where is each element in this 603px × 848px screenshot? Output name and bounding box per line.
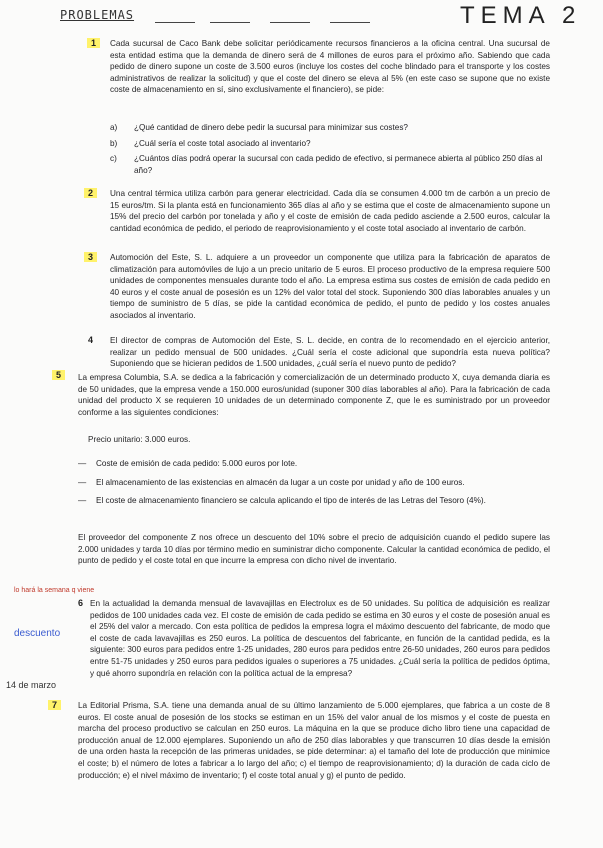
problem-1-text: Cada sucursal de Caco Bank debe solicitar periódicamente recursos financieros a la oficina central. Una sucursal de esta entidad estima que la demanda de dinero será de 4 millones de euros para el próximo año. Sabiendo que cada pedido de dinero supone un coste de 3.500 euros (incluye los costes del coche blindado para el transporte y los costes administrativos de realizar la solicitud) y que el coste del dinero se eleva al 5% (en este caso se supone que no existe coste de almacenamiento en sí, sino exclusivamente el financiero), se pide: — [110, 39, 550, 95]
subquestion-text: ¿Cuántos días podrá operar la sucursal con cada pedido de efectivo, si permanece abierta al público 250 días al año? — [134, 154, 543, 175]
handwritten-note: descuento — [14, 628, 61, 639]
subquestion — [110, 122, 550, 134]
problem-5-unit-price: Precio unitario: 3.000 euros. — [88, 435, 191, 444]
problem-6-text: En la actualidad la demanda mensual de lavavajillas en Electrolux es de 50 unidades. Su política de adquisición es realizar pedidos de 100 unidades cada vez. El coste de emisión de cada pedido se estima en 30 euros y el coste de posesión anual es el 25% del valor a mercado. Con esta política de pedidos la empresa logra el máximo descuento del fabricante, de modo que el coste de cada lavavajillas es 250 euros. La política de descuentos del fabricante, en función de la cantidad pedida, es la siguiente: 300 euros para pedidos entre 1-25 unidades, 280 euros para pedidos entre 26-50 unidades, 260 euros para pedidos entre 51-75 unidades y 250 euros para pedidos iguales o superiores a 75 unidades. ¿Cuál sería la política de pedidos óptima, y qué ahorro supondría en relación con la política actual de la empresa? — [90, 599, 550, 678]
problem-number: 1 — [87, 38, 100, 48]
bullet-text: El coste de almacenamiento financiero se calcula aplicando el tipo de interés de las Letras del Tesoro (4%). — [96, 496, 486, 506]
page-header — [60, 4, 600, 32]
problem-number: 5 — [52, 370, 65, 380]
problem-7-text: La Editorial Prisma, S.A. tiene una demanda anual de su último lanzamiento de 5.000 ejemplares, que fabrica a un coste de 8 euros. El coste anual de posesión de los stocks se estiman en un 15% del valor anual de los mismos y el coste de puesta en marcha del proceso productivo se calculan en 250 euros. La máquina en la que se produce dicho libro tiene una capacidad de producción anual de 12.000 ejemplares. Suponiendo un año de 250 días laborables y que transcurren 10 días desde la emisión de una orden hasta la recepción de las primeras unidades, se pide determinar: a) el tamaño del lote de producción que minimice el coste; b) el número de lotes a fabricar a lo largo del año; c) el tiempo de reaprovisionamiento; d) la duración de cada ciclo de producción; e) el nivel máximo de inventario; f) el coste total anual y g) el punto de pedido. — [78, 701, 550, 780]
problem-1-subquestions — [110, 122, 550, 180]
subquestion-text: ¿Qué cantidad de dinero debe pedir la sucursal para minimizar sus costes? — [134, 123, 408, 132]
problem-2-text: Una central térmica utiliza carbón para generar electricidad. Cada día se consumen 4.000 tm de carbón a un precio de 15 euros/tm. Si la planta está en funcionamiento 365 días al año y se estima que el coste de almacenamiento supone un 15% del precio del carbón por tonelada y año y el coste de emisión de cada pedido asciende a 2.500 euros, calcular la cantidad económica de pedido, el periodo de reaprovisionamiento y el coste total asociado al inventario de carbón. — [110, 189, 550, 233]
problem-number: 4 — [88, 335, 94, 345]
header-label: PROBLEMAS — [60, 8, 135, 22]
subquestion — [110, 153, 550, 176]
header-blank — [330, 22, 370, 23]
bullet-text: Coste de emisión de cada pedido: 5.000 euros por lote. — [96, 459, 298, 468]
problem-number: 3 — [84, 252, 97, 262]
problem-5-bullets — [78, 458, 548, 514]
header-blank — [155, 22, 195, 23]
problem-5-text: La empresa Columbia, S.A. se dedica a la fabricación y comercialización de un determinado producto X, cuya demanda diaria es de 50 unidades, que la empresa vende a 150.000 euros/unidad (suponer 300 días laborables al año). Para la fabricación de cada unidad del producto X se requieren 10 unidades de un determinado componente Z, que le es suministrado por un proveedor conforme a las siguientes condiciones: — [78, 373, 550, 417]
subquestion-key: a) — [110, 123, 118, 132]
header-blank — [270, 22, 310, 23]
problem-number: 7 — [48, 700, 61, 710]
bullet-item: — El almacenamiento de las existencias en almacén da lugar a un coste por unidad y año de 100 euros. — [78, 477, 465, 487]
bullet-item: — El coste de almacenamiento financiero se calcula aplicando el tipo de interés de las Letras del Tesoro (4%). — [78, 496, 486, 506]
problem-number: 6 — [78, 598, 84, 608]
bullet-text: El almacenamiento de las existencias en almacén da lugar a un coste por unidad y año de 100 euros. — [96, 477, 465, 487]
header-blank — [210, 22, 250, 23]
subquestion-key: c) — [110, 154, 117, 164]
handwritten-date: 14 de marzo — [6, 680, 57, 690]
subquestion — [110, 138, 550, 150]
subquestion-key: b) — [110, 138, 118, 148]
problem-4-text: El director de compras de Automoción del Este, S. L. decide, en contra de lo recomendado en el ejercicio anterior, realizar un pedido mensual de 500 unidades. ¿Cuál sería el coste adicional que supondría esta nueva política? Suponiendo que se hicieran pedidos de 1.500 unidades, ¿cuál sería el nuevo punto de pedido? — [110, 336, 550, 369]
problem-number: 2 — [84, 188, 97, 198]
problem-5-closing: El proveedor del componente Z nos ofrece un descuento del 10% sobre el precio de adquisición cuando el pedido supere las 2.000 unidades y tarda 10 días por término medio en suministrar dicho componente. Calcular la cantidad económica de pedido, el punto de pedido y el coste total en que incurre la empresa con dicho nivel de inventario. — [78, 533, 550, 566]
handwritten-note: lo hará la semana q viene — [14, 587, 95, 594]
page-title: TEMA 2 — [460, 2, 582, 29]
problem-3-text: Automoción del Este, S. L. adquiere a un proveedor un componente que utiliza para la fabricación de aparatos de climatización para automóviles de lujo a un precio unitario de 5 euros. El proceso productivo de la empresa requiere 500 unidades de componentes mensuales durante todo el año. La empresa estima sus costes de emisión de cada pedido en 40 euros y el coste anual de posesión es un 12% del valor total del stock. Suponiendo 300 días laborables anuales y un tiempo de suministro de 5 días, se pide la cantidad económica de pedido, el punto de pedido y los costes anuales asociados al inventario. — [110, 253, 550, 320]
bullet-item: — Coste de emisión de cada pedido: 5.000 euros por lote. — [78, 459, 298, 468]
subquestion-text: ¿Cuál sería el coste total asociado al inventario? — [134, 138, 311, 148]
